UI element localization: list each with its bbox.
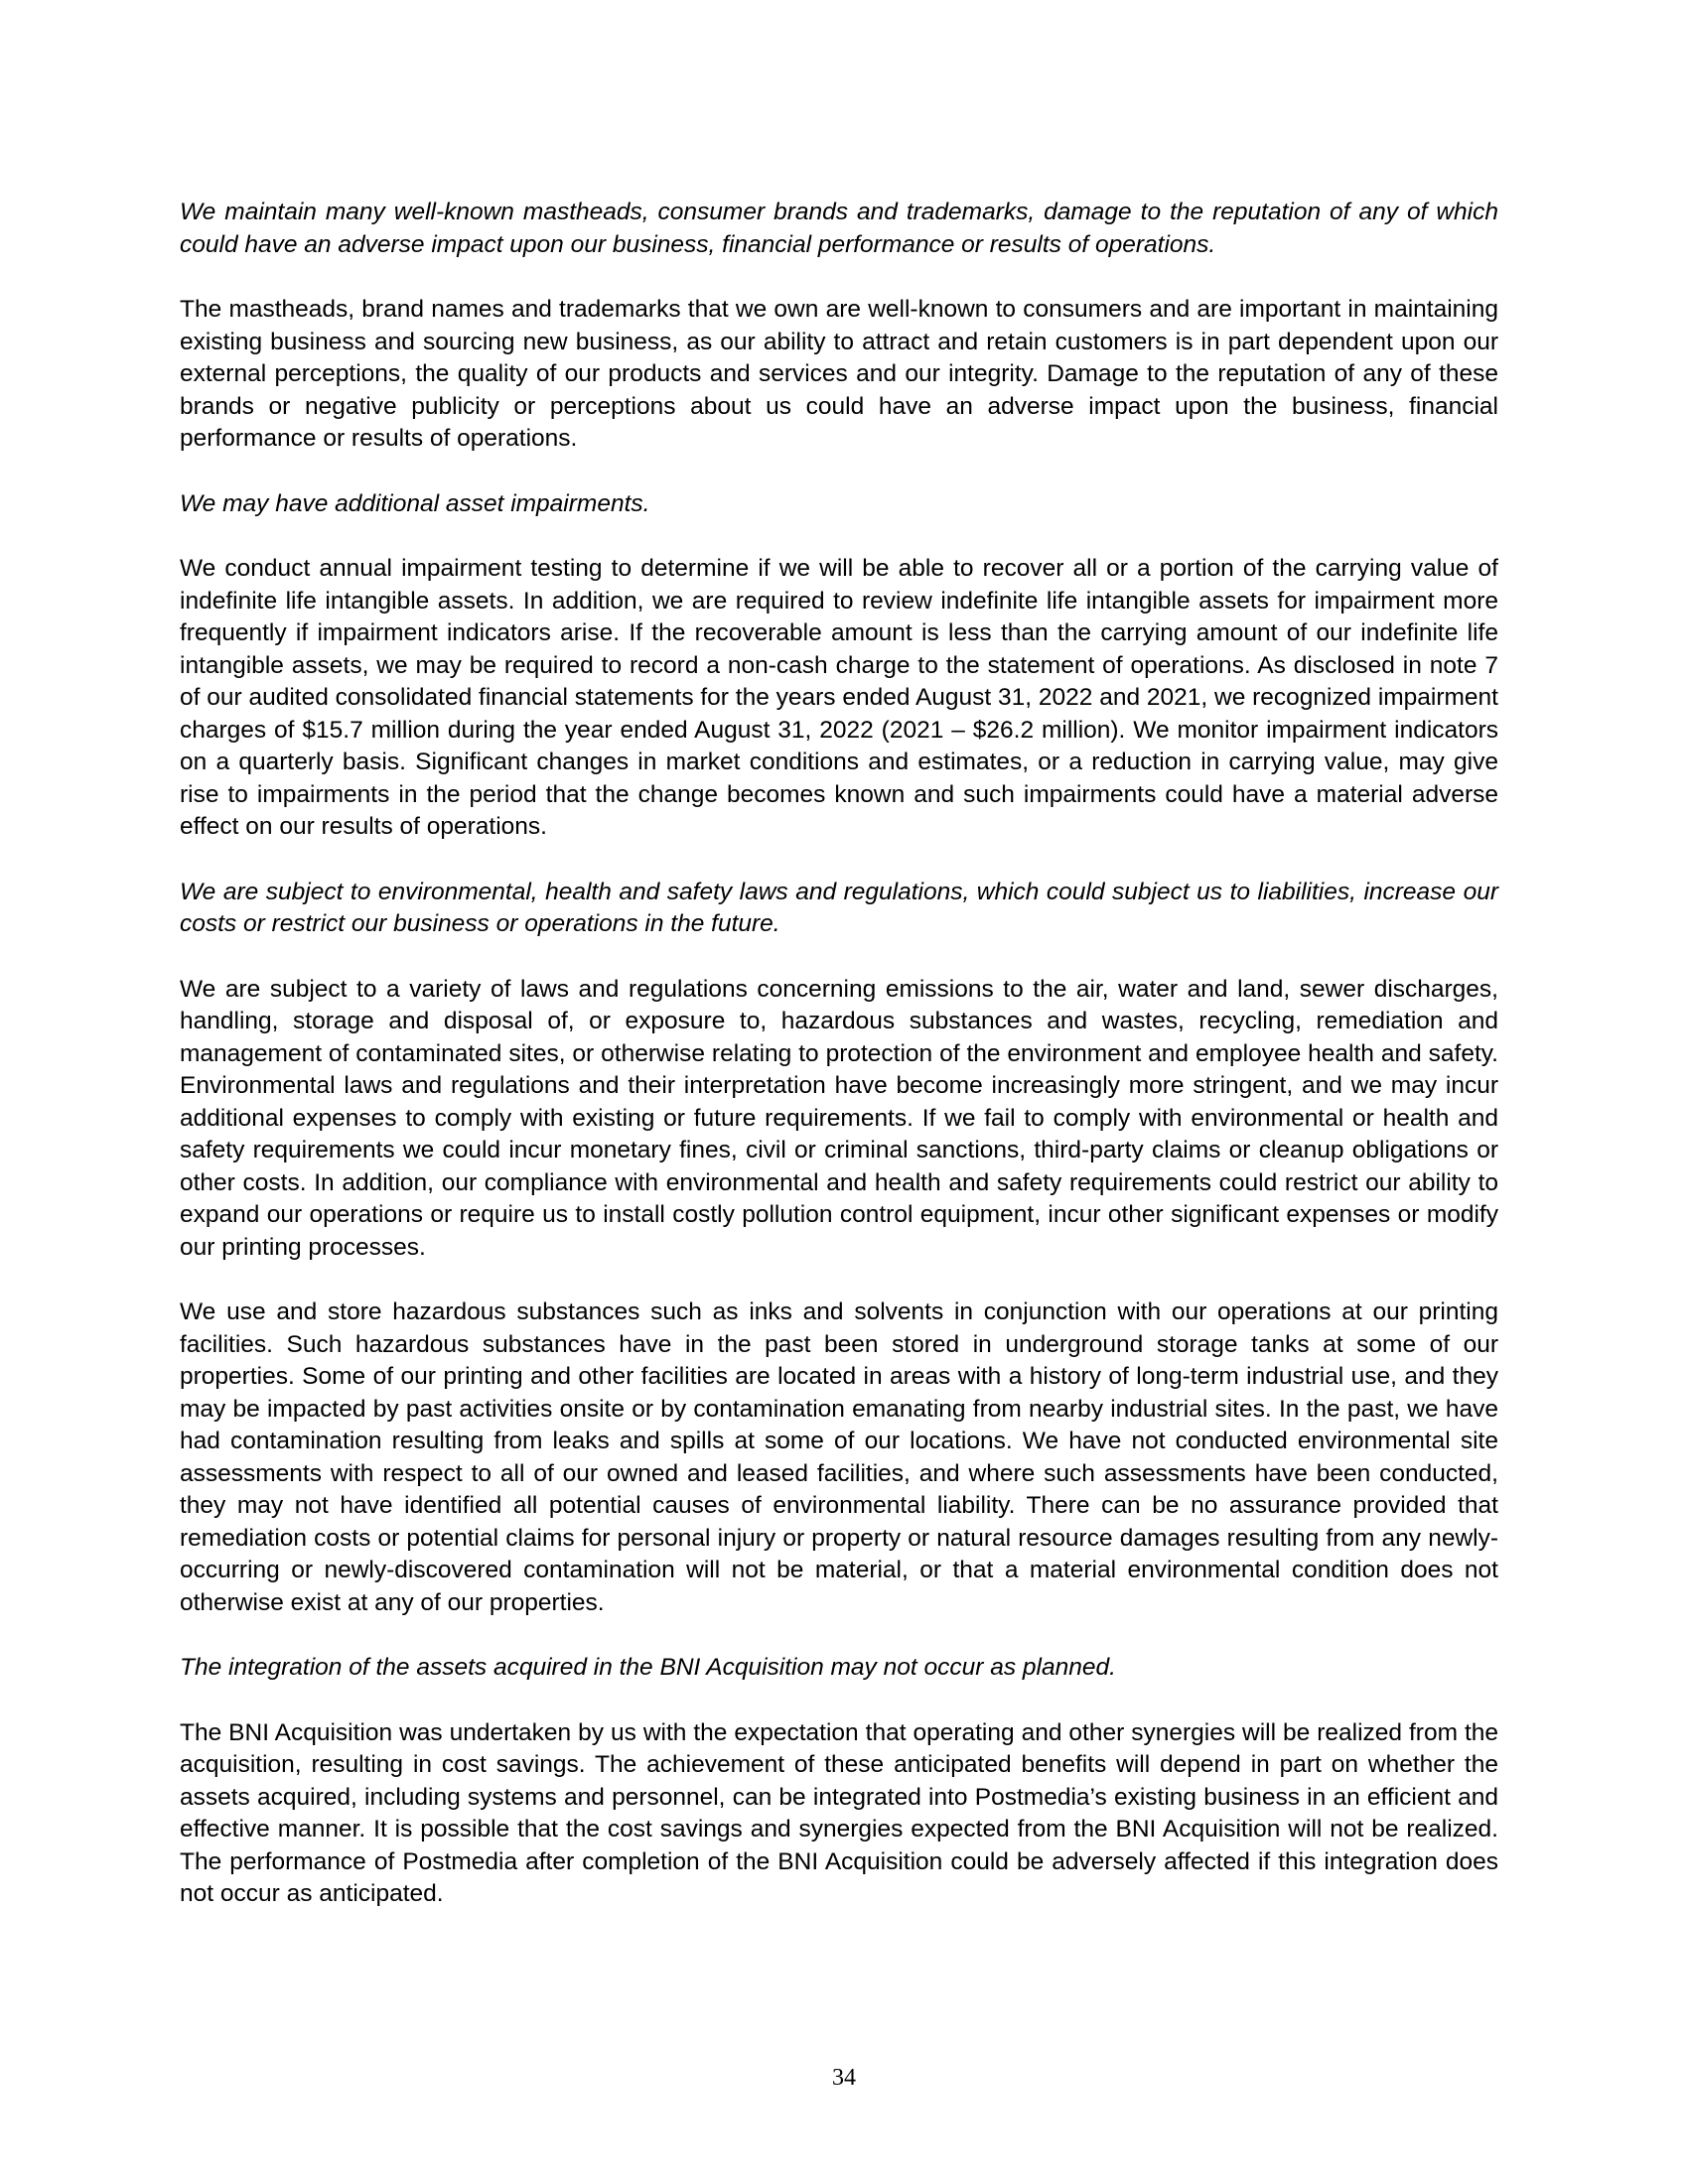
paragraph-mastheads: The mastheads, brand names and trademarks that we own are well-known to consumers and are important in maintaining existing business and sourcing new business, as our ability to attract and retain customers is in part dependent upon our external perceptions, the quality of our products and services and our integrity. Damage to the reputation of any of these brands or negative publicity or perceptions about us could have an adverse impact upon the business, financial performance or results of operations.	[180, 296, 1498, 452]
section-heading-environmental: We are subject to environmental, health and safety laws and regulations, which could subject us to liabilities, increase our costs or restrict our business or operations in the future.	[180, 878, 1498, 937]
section-heading-mastheads: We maintain many well-known mastheads, consumer brands and trademarks, damage to the reputation of any of which could have an adverse impact upon our business, financial performance or results of operations.	[180, 199, 1498, 258]
paragraph-environmental-laws: We are subject to a variety of laws and regulations concerning emissions to the air, water and land, sewer discharges, handling, storage and disposal of, or exposure to, hazardous substances and wastes, recycling, remediation and management of contaminated sites, or otherwise relating to protection of the environment and employee health and safety. Environmental laws and regulations and their interpretation have become increasingly more stringent, and we may incur additional expenses to comply with existing or future requirements. If we fail to comply with environmental or health and safety requirements we could incur monetary fines, civil or criminal sanctions, third-party claims or cleanup obligations or other costs. In addition, our compliance with environmental and health and safety requirements could restrict our ability to expand our operations or require us to install costly pollution control equipment, incur other significant expenses or modify our printing processes.	[180, 975, 1498, 1261]
section-heading-asset-impairments: We may have additional asset impairments.	[180, 489, 650, 517]
paragraph-asset-impairments: We conduct annual impairment testing to determine if we will be able to recover all or a portion of the carrying value of indefinite life intangible assets. In addition, we are required to review indefinite life intangible assets for impairment more frequently if impairment indicators arise. If the recoverable amount is less than the carrying amount of our indefinite life intangible assets, we may be required to record a non-cash charge to the statement of operations. As disclosed in note 7 of our audited consolidated financial statements for the years ended August 31, 2022 and 2021, we recognized impairment charges of $15.7 million during the year ended August 31, 2022 (2021 – $26.2 million). We monitor impairment indicators on a quarterly basis. Significant changes in market conditions and estimates, or a reduction in carrying value, may give rise to impairments in the period that the change becomes known and such impairments could have a material adverse effect on our results of operations.	[180, 555, 1498, 840]
paragraph-hazardous-substances: We use and store hazardous substances such as inks and solvents in conjunction with our operations at our printing facilities. Such hazardous substances have in the past been stored in underground storage tanks at some of our properties. Some of our printing and other facilities are located in areas with a history of long-term industrial use, and they may be impacted by past activities onsite or by contamination emanating from nearby industrial sites. In the past, we have had contamination resulting from leaks and spills at some of our locations. We have not conducted environmental site assessments with respect to all of our owned and leased facilities, and where such assessments have been conducted, they may not have identified all potential causes of environmental liability. There can be no assurance provided that remediation costs or potential claims for personal injury or property or natural resource damages resulting from any newly-occurring or newly-discovered contamination will not be material, or that a material environmental condition does not otherwise exist at any of our properties.	[180, 1298, 1498, 1616]
paragraph-bni-integration: The BNI Acquisition was undertaken by us with the expectation that operating and other synergies will be realized from the acquisition, resulting in cost savings. The achievement of these anticipated benefits will depend in part on whether the assets acquired, including systems and personnel, can be integrated into Postmedia’s existing business in an efficient and effective manner. It is possible that the cost savings and synergies expected from the BNI Acquisition will not be realized. The performance of Postmedia after completion of the BNI Acquisition could be adversely affected if this integration does not occur as anticipated.	[180, 1718, 1498, 1907]
page-number: 34	[832, 2065, 856, 2091]
document-body	[180, 197, 1498, 1911]
section-heading-bni-integration: The integration of the assets acquired in the BNI Acquisition may not occur as planned.	[180, 1654, 1116, 1681]
